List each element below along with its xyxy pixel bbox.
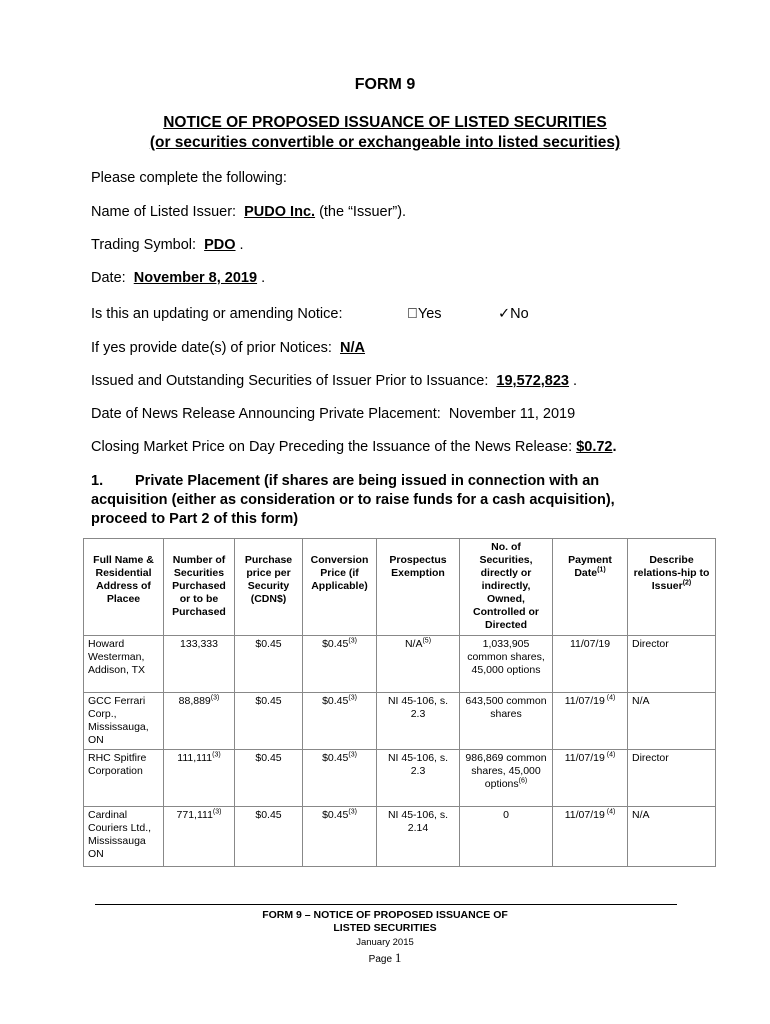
cell-owned: 1,033,905 common shares, 45,000 options (460, 636, 553, 693)
cell-conversion: $0.45$^{(3)}$ (303, 807, 377, 867)
footer-title-line-1: FORM 9 – NOTICE OF PROPOSED ISSUANCE OF (262, 909, 508, 921)
footer-title (0, 909, 770, 935)
outstanding-label: Issued and Outstanding Securities of Issuer Prior to Issuance: (91, 373, 489, 389)
cell-price: $0.45 (235, 636, 303, 693)
cell-relationship: N/A (628, 693, 716, 750)
cell-relationship: Director (628, 636, 716, 693)
cell-number: 771,111$^{(3)}$ (164, 807, 235, 867)
closing-price-suffix: . (612, 439, 617, 455)
header-number-of-securities: Number of Securities Purchased or to be Purchased (164, 539, 235, 636)
cell-exemption: $N/A^{(5)}$ (377, 636, 460, 693)
table-row (84, 693, 716, 750)
placee-table (83, 538, 716, 867)
issuer-name: PUDO Inc. (244, 204, 316, 220)
prior-notices-value: N/A (340, 340, 366, 356)
prior-notices-label: If yes provide date(s) of prior Notices: (91, 340, 332, 356)
cell-owned: 643,500 common shares (460, 693, 553, 750)
cell-owned: 0 (460, 807, 553, 867)
cell-price: $0.45 (235, 750, 303, 807)
cell-payment-date: 11/07/19 (553, 636, 628, 693)
issuer-label: Name of Listed Issuer: (91, 204, 237, 220)
footer-divider (95, 904, 677, 905)
trading-symbol-line (91, 237, 244, 253)
cell-conversion: $0.45$^{(3)}$ (303, 693, 377, 750)
date-label: Date: (91, 270, 126, 286)
cell-payment-date: 11/07/19 $^{(4)}$ (553, 750, 628, 807)
header-securities-owned: No. of Securities, directly or indirectly, Owned, Controlled or Directed (460, 539, 553, 636)
main-title (0, 113, 770, 153)
date-suffix: . (257, 270, 266, 286)
date-value: November 8, 2019 (133, 270, 258, 286)
cell-placee: GCC Ferrari Corp., Mississauga, ON (84, 693, 164, 750)
cell-number: 88,889$^{(3)}$ (164, 693, 235, 750)
cell-conversion: $0.45$^{(3)}$ (303, 636, 377, 693)
cell-conversion: $0.45$^{(3)}$ (303, 750, 377, 807)
symbol-value: PDO (204, 237, 236, 253)
intro-text: Please complete the following: (91, 170, 287, 186)
cell-relationship: Director (628, 750, 716, 807)
section-1-heading (91, 472, 651, 529)
main-title-line-2: (or securities convertible or exchangeable into listed securities) (149, 134, 621, 151)
cell-placee: Howard Westerman, Addison, TX (84, 636, 164, 693)
closing-price-line (91, 439, 617, 455)
cell-price: $0.45 (235, 807, 303, 867)
date-line (91, 270, 265, 286)
cell-owned: 986,869 common shares, 45,000 options$^{(6)}$ (460, 750, 553, 807)
cell-number: 133,333 (164, 636, 235, 693)
header-prospectus-exemption: Prospectus Exemption (377, 539, 460, 636)
header-full-name: Full Name & Residential Address of Placee (84, 539, 164, 636)
yes-checkbox[interactable]: Yes (407, 306, 431, 322)
outstanding-line (91, 373, 577, 389)
footer-title-line-2: LISTED SECURITIES (333, 922, 437, 934)
cell-placee: Cardinal Couriers Ltd., Mississauga ON (84, 807, 164, 867)
footer-date: January 2015 (356, 937, 414, 948)
header-purchase-price: Purchase price per Security (CDN$) (235, 539, 303, 636)
cell-placee: RHC Spitfire Corporation (84, 750, 164, 807)
symbol-label: Trading Symbol: (91, 237, 197, 253)
cell-payment-date: 11/07/19 $^{(4)}$ (553, 693, 628, 750)
section-1-number: 1. (91, 473, 104, 489)
header-conversion-price: Conversion Price (if Applicable) (303, 539, 377, 636)
cell-relationship: N/A (628, 807, 716, 867)
cell-price: $0.45 (235, 693, 303, 750)
header-relationship: Describe relations-hip to Issuer$^{(2)}$ (628, 539, 716, 636)
news-release-line (91, 406, 575, 422)
header-payment-date: Payment Date$^{(1)}$ (553, 539, 628, 636)
table-header-row (84, 539, 716, 636)
table-row (84, 807, 716, 867)
prior-notices-line (91, 340, 365, 356)
table-row (84, 636, 716, 693)
footer-page (0, 950, 770, 966)
issuer-suffix: (the “Issuer”). (315, 204, 407, 220)
outstanding-value: 19,572,823 (496, 373, 569, 389)
outstanding-suffix: . (569, 373, 578, 389)
no-checkbox[interactable]: ✓No (498, 306, 529, 322)
closing-price-label: Closing Market Price on Day Preceding the Issuance of the News Release: (91, 439, 573, 455)
cell-exemption: NI 45-106, s. 2.14 (377, 807, 460, 867)
main-title-line-1: NOTICE OF PROPOSED ISSUANCE OF LISTED SECURITIES (163, 114, 607, 131)
news-release-value: November 11, 2019 (448, 406, 576, 422)
cell-exemption: NI 45-106, s. 2.3 (377, 693, 460, 750)
closing-price-value: $0.72 (576, 439, 613, 455)
amending-label: Is this an updating or amending Notice: (91, 306, 343, 322)
news-release-label: Date of News Release Announcing Private Placement: (91, 406, 441, 422)
issuer-line (91, 204, 406, 220)
page-label: Page (368, 954, 393, 965)
section-1-text: Private Placement (if shares are being issued in connection with an acquisition (either as consideration or to raise funds for a cash acquisition), proceed to Part 2 of this form) (91, 473, 615, 527)
cell-number: 111,111$^{(3)}$ (164, 750, 235, 807)
page-number: 1 (394, 950, 402, 965)
form-title: FORM 9 (354, 76, 416, 93)
symbol-suffix: . (235, 237, 244, 253)
table-row (84, 750, 716, 807)
cell-payment-date: 11/07/19 $^{(4)}$ (553, 807, 628, 867)
cell-exemption: NI 45-106, s. 2.3 (377, 750, 460, 807)
